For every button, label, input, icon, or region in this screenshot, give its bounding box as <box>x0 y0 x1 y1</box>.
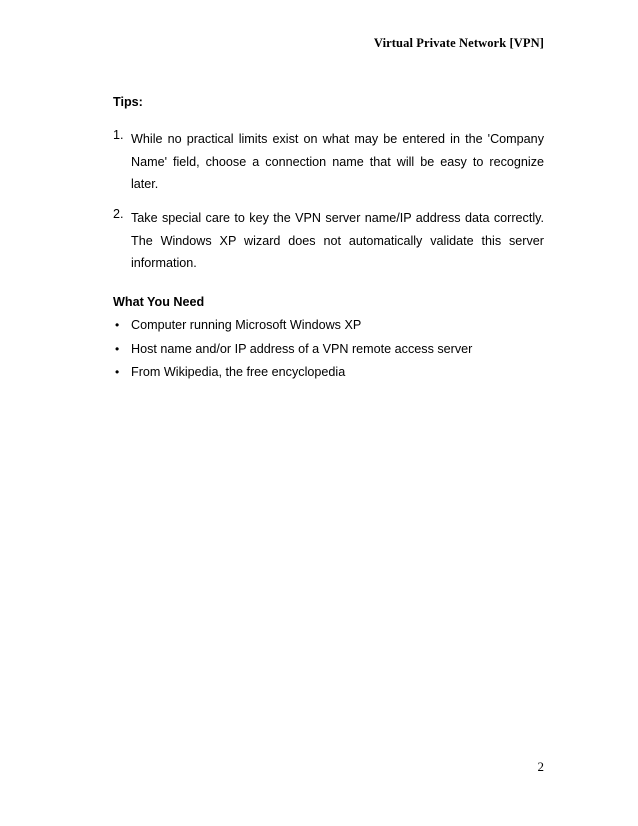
list-item-text: Host name and/or IP address of a VPN remote access server <box>131 341 473 356</box>
tip-number: 2. <box>113 207 124 221</box>
bullet-icon: • <box>115 365 120 379</box>
running-header: Virtual Private Network [VPN] <box>373 36 544 50</box>
what-you-need-list <box>113 314 544 385</box>
list-item <box>113 361 544 385</box>
tip-item <box>113 128 544 196</box>
tip-text: Take special care to key the VPN server name/IP address data correctly. The Windows XP wizard does not automatically validate this server information. <box>131 211 544 270</box>
list-item-text: From Wikipedia, the free encyclopedia <box>131 365 346 379</box>
bullet-icon: • <box>115 318 120 332</box>
bullet-icon: • <box>115 341 120 356</box>
list-item-text: Computer running Microsoft Windows XP <box>131 318 362 332</box>
what-you-need-heading: What You Need <box>113 295 205 309</box>
list-item <box>113 314 544 338</box>
tip-number: 1. <box>113 128 124 142</box>
tip-text: While no practical limits exist on what may be entered in the 'Company Name' field, choose a connection name that will be easy to recognize later. <box>131 132 544 191</box>
page-number: 2 <box>537 759 544 774</box>
tip-item <box>113 207 544 275</box>
tips-heading: Tips: <box>113 95 143 109</box>
list-item <box>113 338 544 362</box>
